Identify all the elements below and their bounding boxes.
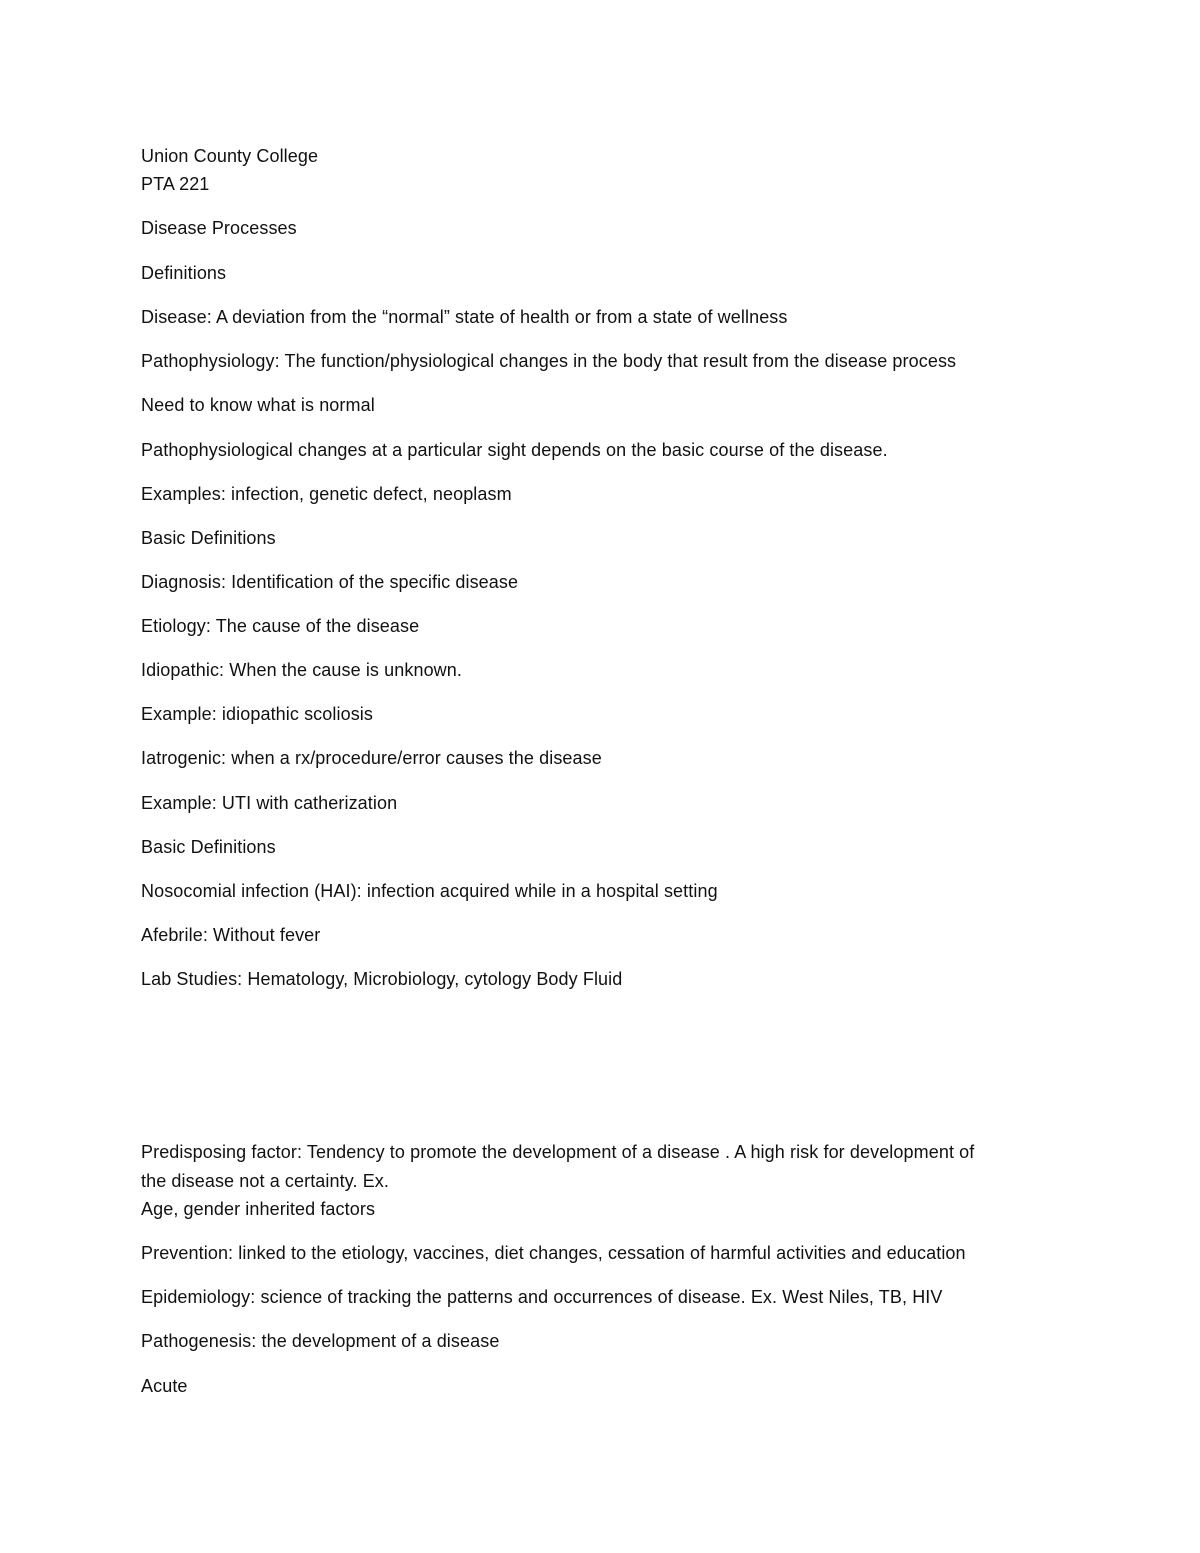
- section-heading: Basic Definitions: [141, 837, 276, 857]
- definition-nosocomial: Nosocomial infection (HAI): infection acquired while in a hospital setting: [141, 881, 718, 901]
- definition-pathogenesis: Pathogenesis: the development of a disease: [141, 1331, 500, 1351]
- text-line: Pathophysiological changes at a particular sight depends on the basic course of the disease.: [141, 440, 888, 460]
- definition-etiology: Etiology: The cause of the disease: [141, 616, 420, 636]
- text-line: the disease not a certainty. Ex.: [141, 1171, 390, 1191]
- section-heading: Definitions: [141, 263, 227, 283]
- course-code: PTA 221: [141, 174, 210, 194]
- definition-idiopathic: Idiopathic: When the cause is unknown.: [141, 660, 462, 680]
- definition-epidemiology: Epidemiology: science of tracking the patterns and occurrences of disease. Ex. West Niles, TB, HIV: [141, 1287, 943, 1307]
- text-line: Acute: [141, 1376, 188, 1396]
- institution-name: Union County College: [141, 146, 319, 166]
- definition-pathophysiology: Pathophysiology: The function/physiological changes in the body that result from the disease process: [141, 351, 957, 371]
- definition-diagnosis: Diagnosis: Identification of the specific disease: [141, 572, 519, 592]
- definition-afebrile: Afebrile: Without fever: [141, 925, 321, 945]
- definition-lab-studies: Lab Studies: Hematology, Microbiology, cytology Body Fluid: [141, 969, 623, 989]
- definition-disease: Disease: A deviation from the “normal” state of health or from a state of wellness: [141, 307, 788, 327]
- text-line: Example: UTI with catherization: [141, 793, 398, 813]
- text-line: Need to know what is normal: [141, 395, 375, 415]
- definition-iatrogenic: Iatrogenic: when a rx/procedure/error causes the disease: [141, 748, 602, 768]
- text-line: Examples: infection, genetic defect, neoplasm: [141, 484, 512, 504]
- definition-prevention: Prevention: linked to the etiology, vaccines, diet changes, cessation of harmful activities and education: [141, 1243, 966, 1263]
- definition-predisposing-factor: Predisposing factor: Tendency to promote the development of a disease . A high risk for development of: [141, 1142, 975, 1162]
- text-line: Example: idiopathic scoliosis: [141, 704, 374, 724]
- text-line: Age, gender inherited factors: [141, 1199, 376, 1219]
- section-heading: Basic Definitions: [141, 528, 276, 548]
- document-title: Disease Processes: [141, 218, 297, 238]
